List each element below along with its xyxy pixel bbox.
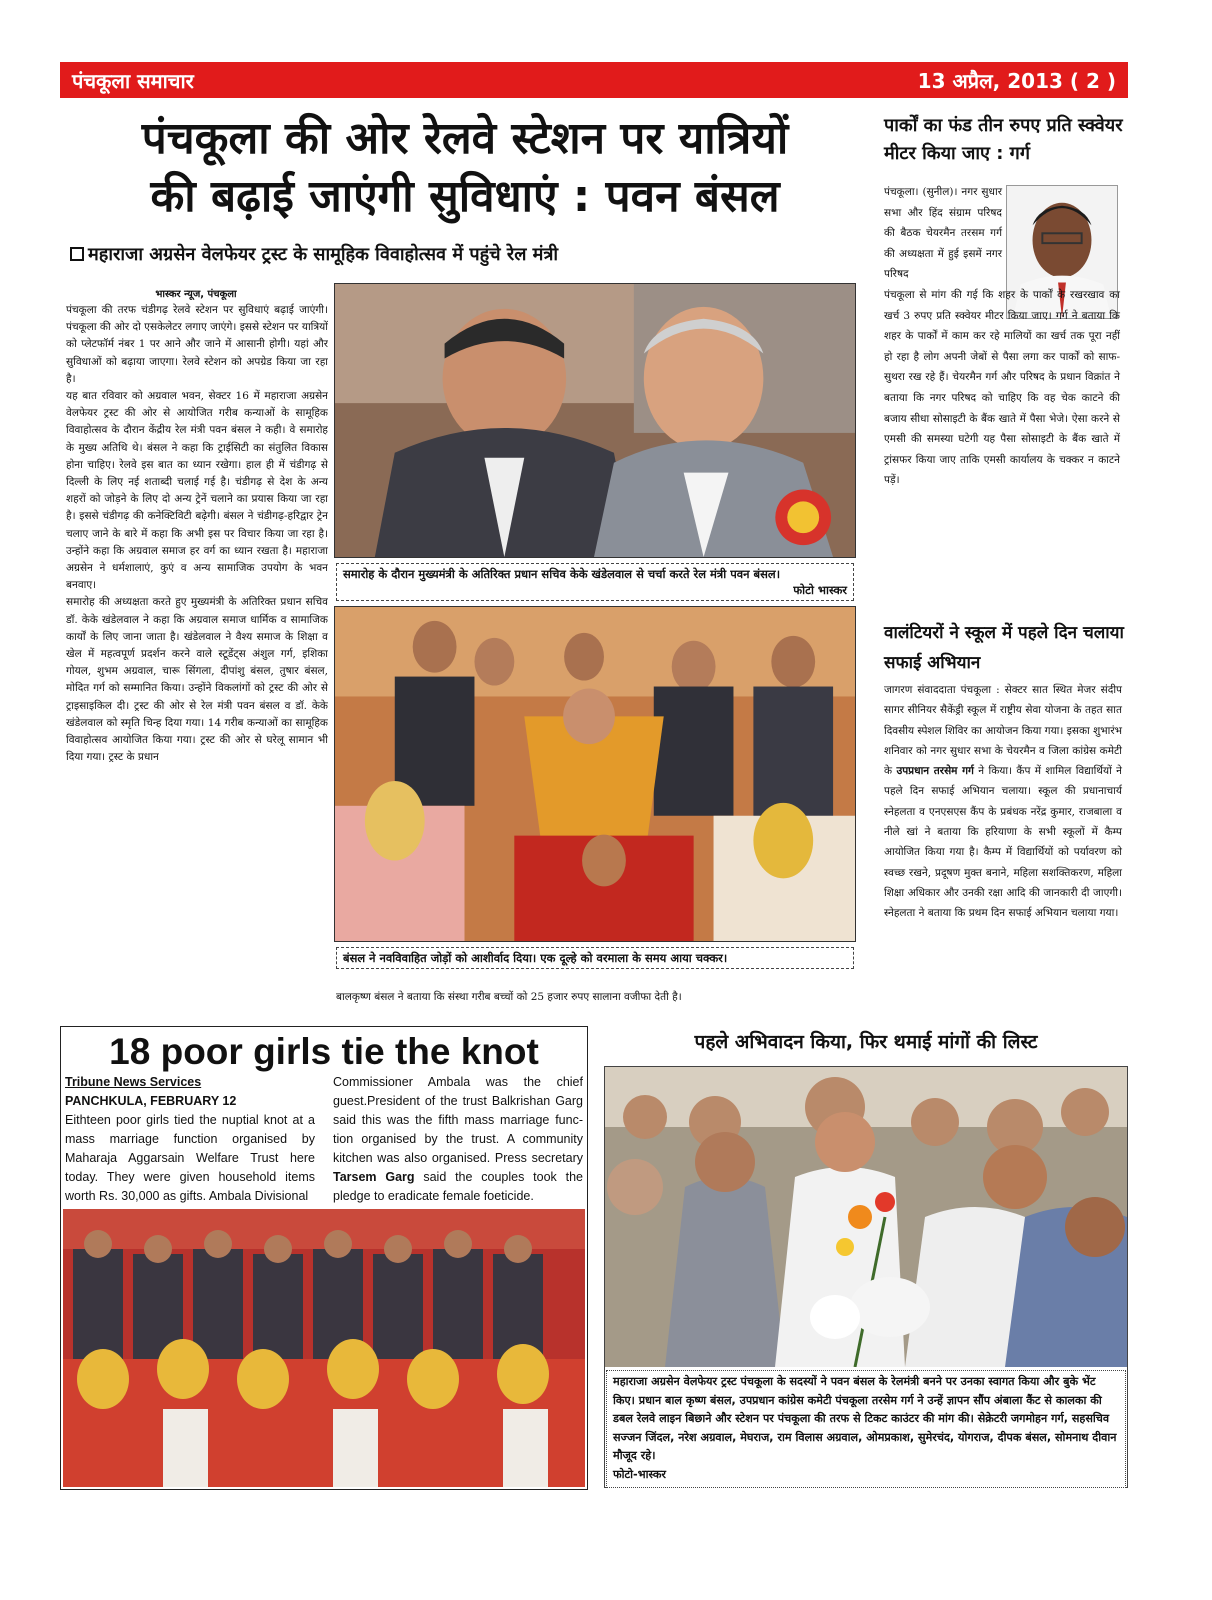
byline: भास्कर न्यूज, पंचकूला [155, 289, 237, 300]
section-name: पंचकूला समाचार [72, 68, 194, 93]
article-paragraph: पंचकूला की तरफ चंडीगढ़ रेलवे स्टेशन पर सुविधाएं बढ़ाई जाएंगी। पंचकूला की ओर दो एसकेलेटर लगाए जाएंगे। इससे स्टेशन पर यात्रियों को प्लेटफॉर्म नंबर 1 पर आने और जाने में आसानी होगी। यहां और सुविधाओं को बढ़ाया जाएगा। रेलवे स्टेशन को अपग्रेड किया जा रहा है। [66, 304, 328, 385]
main-article-body [66, 302, 328, 1004]
photo1-caption-text: समारोह के दौरान मुख्यमंत्री के अतिरिक्त प्रधान सचिव केके खंडेलवाल से चर्चा करते रेल मंत्री पवन बंसल। [343, 567, 781, 581]
tribune-dateline: PANCHKULA, FEBRUARY 12 [65, 1094, 237, 1108]
photo1-caption [336, 563, 854, 601]
bullet-box-icon [70, 247, 84, 261]
story3-body [884, 680, 1122, 924]
tribune-photo-couples [63, 1209, 585, 1487]
tribune-text-3: said the couples took the pledge to eradicate female foeticide. [333, 1170, 583, 1203]
story2-text: पंचकूला से मांग की गई कि शहर के पार्कों के रखरखाव का खर्च 3 रुपए प्रति स्क्वेयर मीटर किया जाए। गर्ग ने बताया कि शहर के पार्कों में काम कर रहे मालियों का खर्च तक पूरा नहीं हो रहा है लोग अपनी जेबों से पैसा लगा कर पार्कों को साफ-सुथरा रख रहे हैं। चेयरमैन गर्ग और परिषद के प्रधान विक्रांत ने बताया कि नगर परिषद को चाहिए कि वह चेक काटने की बजाय सीधा सोसाइटी के बैंक खाते में पैसा भेजे। ऐसा करने से एमसी की समस्या घटेगी यह पैसा सोसाइटी के बैंक खाते में ट्रांसफर किया जाए ताकि एमसी कार्यालय के चक्कर न काटने पड़ें। [884, 288, 1120, 487]
story3-text-1: जागरण संवाददाता पंचकूला : सेक्टर सात स्थित मेजर संदीप सागर सीनियर सैकेंड्री स्कूल में राष्ट्रीय सेवा योजना के तहत सात दिवसीय स्पेशल शिविर का आयोजन किया गया। इसका शुभारंभ शनिवार को नगर सुधार सभा के चेयरमैन व जिला कांग्रेस कमेटी के [884, 684, 1122, 778]
tribune-headline: 18 poor girls tie the knot [109, 1031, 539, 1072]
tribune-text-2: Commissioner Ambala was the chief guest.President of the trust Balkrishan Garg said this was the fifth mass marriage func-tion organised by the trust. A community kitchen was also organised. Press secretary [333, 1075, 583, 1165]
tribune-source: Tribune News Services [65, 1075, 202, 1089]
story4-caption-text: महाराजा अग्रसेन वेलफेयर ट्रस्ट पंचकूला के सदस्यों ने पवन बंसल के रेलमंत्री बनने पर उनका स्वागत किया और बुके भेंट किए। प्रधान बाल कृष्ण बंसल, उपप्रधान कांग्रेस कमेटी पंचकूला तरसेम गर्ग ने उन्हें ज्ञापन सौंप अंबाला कैंट से कालका की डबल रेलवे लाइन बिछाने और स्टेशन पर पंचकूला की तरफ से टिकट काउंटर की मांग की। सेक्रेटरी जगमोहन गर्ग, सहसचिव सज्जन जिंदल, नरेश अग्रवाल, मेघराज, राम विलास अग्रवाल, ओमप्रकाश, सुमेरचंद, योगराज, दीपक बंसल, सोमनाथ दीवान मौजूद रहे। [613, 1375, 1117, 1463]
story2-body [884, 182, 1120, 491]
story2-headline: पार्कों का फंड तीन रुपए प्रति स्क्वेयर मीटर किया जाए : गर्ग [884, 115, 1123, 164]
tribune-bold-name: Tarsem Garg [333, 1170, 415, 1184]
story3-bold-name: उपप्रधान तरसेम गर्ग [896, 765, 974, 778]
article-continuation: बालकृष्ण बंसल ने बताया कि संस्था गरीब बच्चों को 25 हजार रुपए सालाना वजीफा देती है। [336, 991, 682, 1003]
headline-line-2: की बढ़ाई जाएंगी सुविधाएं : पवन बंसल [150, 171, 780, 222]
photo1-credit: फोटो भास्कर [793, 583, 847, 597]
tribune-clipping [60, 1026, 588, 1490]
subhead-text: महाराजा अग्रसेन वेलफेयर ट्रस्ट के सामूहिक विवाहोत्सव में पहुंचे रेल मंत्री [88, 244, 559, 265]
article-paragraph: यह बात रविवार को अग्रवाल भवन, सेक्टर 16 में महाराजा अग्रसेन वेलफेयर ट्रस्ट की ओर से आयोजित गरीब कन्याओं के सामूहिक विवाहोत्सव के दौरान केंद्रीय रेल मंत्री पवन बंसल ने कही। वे समारोह के मुख्य अतिथि थे। बंसल ने कहा कि ट्राईसिटी का संतुलित विकास होना चाहिए। रेलवे इस बात का ध्यान रखेगा। हाल ही में चंडीगढ़ से दिल्ली के लिए नई शताब्दी चलाई गई है। चंडीगढ़ से देश के अन्य शहरों को जोड़ने के लिए दो अन्य ट्रेनें चलाने का प्रयास किया जा रहा है। इससे चंडीगढ़ की कनेक्टिविटी बढ़ेगी। बंसल ने चंडीगढ़-हरिद्वार ट्रेन चलाए जाने के बारे में कहा कि अभी इस पर विचार किया जा रहा है। उन्होंने कहा कि अग्रवाल समाज हर वर्ग का ध्यान रखता है। महाराजा अग्रसेन ने धर्मशालाएं, कुएं व अन्य सामाजिक उपयोग के भवन बनवाए। [66, 390, 328, 592]
tribune-text-1: Eithteen poor girls tied the nuptial knot at a mass marriage function organised by Maharaja Aggarsain Welfare Trust here today. They were given household items worth Rs. 30,000 as gifts. Ambala Divisional [65, 1113, 315, 1203]
photo-blessing-couples [334, 606, 856, 942]
story2-lead: पंचकूला। (सुनील)। नगर सुधार सभा और हिंद संग्राम परिषद की बैठक चेयरमैन तरसम गर्ग की अध्यक्षता में हुई इसमें नगर परिषद [884, 186, 1002, 281]
article-paragraph: समारोह की अध्यक्षता करते हुए मुख्यमंत्री के अतिरिक्त प्रधान सचिव डॉ. केके खंडेलवाल ने कहा कि अग्रवाल समाज धार्मिक व सामाजिक कार्यों के लिए जाना जाता है। खंडेलवाल ने वैश्य समाज के शिक्षा व खेल में महत्वपूर्ण प्रदर्शन करने वाले स्टूडेंट्स अंशुल गर्ग, इशिका गोयल, शुभम अग्रवाल, चारू सिंगला, दीपांशु बंसल, तुषार बंसल, मोदित गर्ग को सम्मानित किया। उन्होंने विकलांगों को ट्रस्ट की ओर से ट्राइसाइकिल दी। ट्रस्ट की ओर से रेल मंत्री पवन बंसल व डॉ. केके खंडेलवाल को स्मृति चिन्ह दिया गया। 14 गरीब कन्याओं का सामूहिक विवाहोत्सव आयोजित किया गया। ट्रस्ट की ओर से घरेलू सामान भी दिया गया। ट्रस्ट के प्रधान [66, 596, 328, 764]
headline-line-1: पंचकूला की ओर रेलवे स्टेशन पर यात्रियों [141, 113, 789, 164]
photo2-caption: बंसल ने नवविवाहित जोड़ों को आशीर्वाद दिया। एक दूल्हे को वरमाला के समय आया चक्कर। [336, 947, 854, 969]
main-subhead [70, 242, 860, 266]
photo-bouquet-welcome [605, 1067, 1127, 1367]
story4-headline: पहले अभिवादन किया, फिर थमाई मांगों की लिस्ट [694, 1031, 1038, 1053]
story3-text-2: ने किया। कैंप में शामिल विद्यार्थियों ने पहले दिन सफाई अभियान चलाया। स्कूल की प्रधानाचार्य स्नेहलता व एनएसएस कैंप के प्रबंधक नरेंद्र कुमार, राजबाला व नीले खां ने बताया कि हरियाणा के सभी स्कूलों में कैम्प आयोजित किया गया है। कैम्प में विद्यार्थियों को पर्यावरण को स्वच्छ रखने, प्रदूषण मुक्त बनाने, महिला सशक्तिकरण, महिला शिक्षा अधिकार और उनकी रक्षा आदि की जानकारी दी जाएगी। स्नेहलता ने बताया कि प्रथम दिन सफाई अभियान चलाया गया। [884, 765, 1123, 920]
main-headline [70, 110, 860, 226]
story4-caption [606, 1370, 1126, 1488]
story4-credit: फोटो-भास्कर [613, 1467, 666, 1481]
tribune-col-2 [333, 1073, 583, 1206]
date-page: 13 अप्रैल, 2013 ( 2 ) [917, 68, 1116, 93]
tribune-col-1 [65, 1073, 315, 1206]
story3-headline: वालंटियरों ने स्कूल में पहले दिन चलाया सफाई अभियान [884, 623, 1124, 673]
photo-ministers-talking [334, 283, 856, 558]
masthead-bar [60, 62, 1128, 98]
